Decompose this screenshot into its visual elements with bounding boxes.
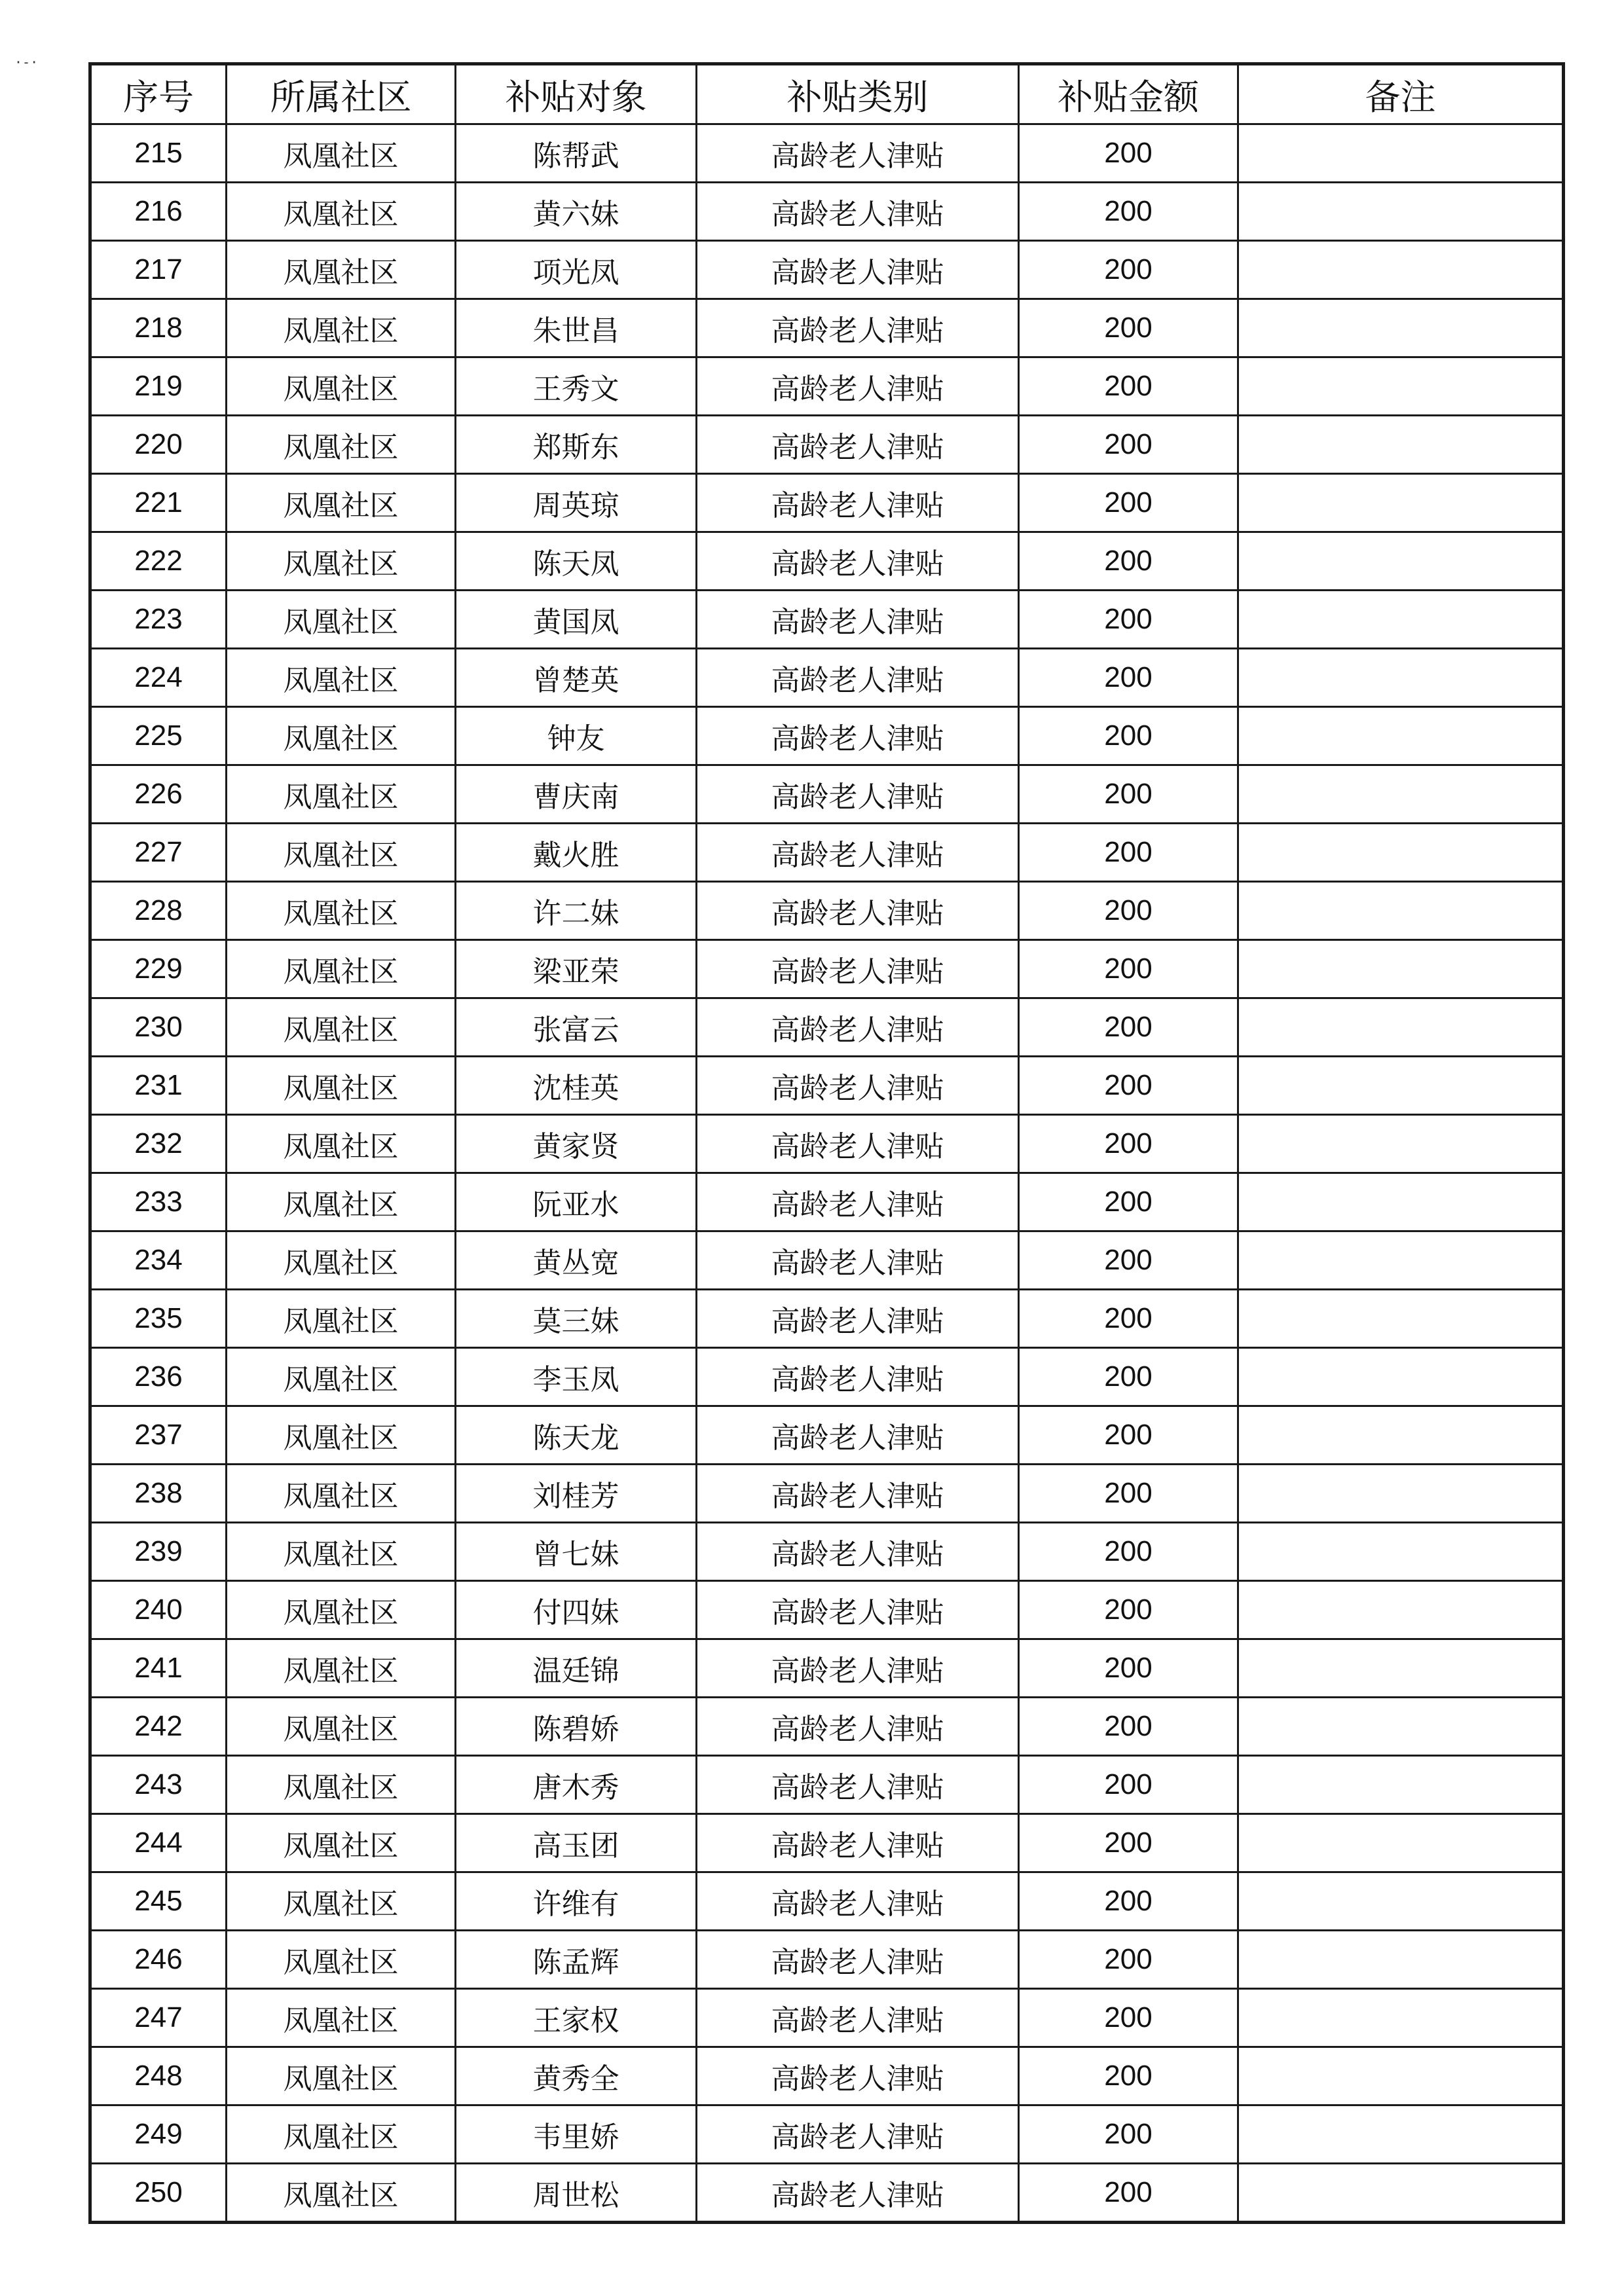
- cell-seq: 228: [90, 882, 227, 940]
- cell-category: 高龄老人津贴: [697, 707, 1019, 765]
- cell-remark: [1238, 1523, 1564, 1581]
- table-row: [90, 1931, 1564, 1989]
- header-amount: 补贴金额: [1019, 64, 1238, 124]
- cell-remark: [1238, 532, 1564, 591]
- table-row: [90, 1581, 1564, 1639]
- table-row: [90, 1290, 1564, 1348]
- cell-community: 凤凰社区: [227, 765, 456, 824]
- cell-remark: [1238, 241, 1564, 299]
- cell-category: 高龄老人津贴: [697, 1989, 1019, 2047]
- cell-recipient-name: 周世松: [456, 2164, 697, 2223]
- cell-amount: 200: [1019, 357, 1238, 416]
- table-row: [90, 707, 1564, 765]
- table-row: [90, 299, 1564, 357]
- cell-amount: 200: [1019, 183, 1238, 241]
- cell-seq: 232: [90, 1115, 227, 1173]
- cell-category: 高龄老人津贴: [697, 1698, 1019, 1756]
- cell-remark: [1238, 1173, 1564, 1231]
- cell-recipient-name: 王秀文: [456, 357, 697, 416]
- cell-amount: 200: [1019, 1872, 1238, 1931]
- cell-recipient-name: 钟友: [456, 707, 697, 765]
- cell-category: 高龄老人津贴: [697, 1756, 1019, 1814]
- cell-community: 凤凰社区: [227, 1698, 456, 1756]
- cell-amount: 200: [1019, 1406, 1238, 1465]
- cell-category: 高龄老人津贴: [697, 1115, 1019, 1173]
- cell-amount: 200: [1019, 1756, 1238, 1814]
- cell-recipient-name: 曾楚英: [456, 649, 697, 707]
- cell-category: 高龄老人津贴: [697, 591, 1019, 649]
- table-row: [90, 1756, 1564, 1814]
- cell-remark: [1238, 1756, 1564, 1814]
- cell-recipient-name: 曹庆南: [456, 765, 697, 824]
- cell-community: 凤凰社区: [227, 1115, 456, 1173]
- cell-remark: [1238, 1639, 1564, 1698]
- cell-category: 高龄老人津贴: [697, 765, 1019, 824]
- cell-community: 凤凰社区: [227, 707, 456, 765]
- cell-seq: 225: [90, 707, 227, 765]
- cell-category: 高龄老人津贴: [697, 940, 1019, 998]
- cell-community: 凤凰社区: [227, 2105, 456, 2164]
- header-row: [90, 64, 1564, 124]
- cell-recipient-name: 黄秀全: [456, 2047, 697, 2105]
- subsidy-table: [88, 62, 1565, 2224]
- cell-recipient-name: 莫三妹: [456, 1290, 697, 1348]
- cell-recipient-name: 许维有: [456, 1872, 697, 1931]
- cell-remark: [1238, 474, 1564, 532]
- cell-seq: 222: [90, 532, 227, 591]
- cell-seq: 218: [90, 299, 227, 357]
- cell-seq: 238: [90, 1465, 227, 1523]
- cell-amount: 200: [1019, 765, 1238, 824]
- cell-community: 凤凰社区: [227, 416, 456, 474]
- cell-category: 高龄老人津贴: [697, 1465, 1019, 1523]
- cell-amount: 200: [1019, 1989, 1238, 2047]
- cell-community: 凤凰社区: [227, 1465, 456, 1523]
- table-body: [90, 124, 1564, 2223]
- cell-community: 凤凰社区: [227, 1756, 456, 1814]
- cell-category: 高龄老人津贴: [697, 1231, 1019, 1290]
- cell-seq: 248: [90, 2047, 227, 2105]
- cell-amount: 200: [1019, 299, 1238, 357]
- cell-seq: 246: [90, 1931, 227, 1989]
- cell-community: 凤凰社区: [227, 1989, 456, 2047]
- cell-recipient-name: 曾七妹: [456, 1523, 697, 1581]
- cell-recipient-name: 许二妹: [456, 882, 697, 940]
- table-header: [90, 64, 1564, 124]
- table-row: [90, 940, 1564, 998]
- cell-category: 高龄老人津贴: [697, 1290, 1019, 1348]
- cell-category: 高龄老人津贴: [697, 2047, 1019, 2105]
- cell-category: 高龄老人津贴: [697, 1406, 1019, 1465]
- table-row: [90, 591, 1564, 649]
- cell-remark: [1238, 124, 1564, 183]
- cell-amount: 200: [1019, 882, 1238, 940]
- cell-seq: 233: [90, 1173, 227, 1231]
- table-row: [90, 998, 1564, 1057]
- cell-remark: [1238, 1814, 1564, 1872]
- cell-recipient-name: 周英琼: [456, 474, 697, 532]
- cell-category: 高龄老人津贴: [697, 2164, 1019, 2223]
- cell-remark: [1238, 998, 1564, 1057]
- cell-seq: 215: [90, 124, 227, 183]
- cell-seq: 220: [90, 416, 227, 474]
- header-remark: 备注: [1238, 64, 1564, 124]
- cell-remark: [1238, 2105, 1564, 2164]
- cell-amount: 200: [1019, 1057, 1238, 1115]
- cell-community: 凤凰社区: [227, 1872, 456, 1931]
- cell-seq: 223: [90, 591, 227, 649]
- cell-category: 高龄老人津贴: [697, 357, 1019, 416]
- cell-remark: [1238, 1989, 1564, 2047]
- table-row: [90, 532, 1564, 591]
- cell-category: 高龄老人津贴: [697, 998, 1019, 1057]
- cell-seq: 221: [90, 474, 227, 532]
- cell-amount: 200: [1019, 1290, 1238, 1348]
- cell-recipient-name: 朱世昌: [456, 299, 697, 357]
- cell-category: 高龄老人津贴: [697, 532, 1019, 591]
- cell-seq: 216: [90, 183, 227, 241]
- cell-seq: 226: [90, 765, 227, 824]
- cell-category: 高龄老人津贴: [697, 416, 1019, 474]
- table-row: [90, 2105, 1564, 2164]
- cell-amount: 200: [1019, 1173, 1238, 1231]
- cell-recipient-name: 张富云: [456, 998, 697, 1057]
- cell-amount: 200: [1019, 532, 1238, 591]
- cell-remark: [1238, 2047, 1564, 2105]
- cell-remark: [1238, 1406, 1564, 1465]
- cell-seq: 250: [90, 2164, 227, 2223]
- cell-category: 高龄老人津贴: [697, 1348, 1019, 1406]
- cell-amount: 200: [1019, 416, 1238, 474]
- cell-community: 凤凰社区: [227, 1173, 456, 1231]
- table-row: [90, 1639, 1564, 1698]
- scan-artifact-mark: ·-·: [14, 54, 39, 70]
- cell-amount: 200: [1019, 1115, 1238, 1173]
- cell-recipient-name: 陈帮武: [456, 124, 697, 183]
- cell-recipient-name: 郑斯东: [456, 416, 697, 474]
- cell-seq: 241: [90, 1639, 227, 1698]
- cell-amount: 200: [1019, 2105, 1238, 2164]
- cell-amount: 200: [1019, 1814, 1238, 1872]
- cell-category: 高龄老人津贴: [697, 1872, 1019, 1931]
- cell-recipient-name: 陈天龙: [456, 1406, 697, 1465]
- cell-amount: 200: [1019, 1581, 1238, 1639]
- cell-category: 高龄老人津贴: [697, 824, 1019, 882]
- cell-remark: [1238, 2164, 1564, 2223]
- cell-remark: [1238, 1465, 1564, 1523]
- cell-category: 高龄老人津贴: [697, 474, 1019, 532]
- cell-seq: 219: [90, 357, 227, 416]
- table-row: [90, 1057, 1564, 1115]
- cell-community: 凤凰社区: [227, 1639, 456, 1698]
- cell-category: 高龄老人津贴: [697, 299, 1019, 357]
- table-row: [90, 2047, 1564, 2105]
- cell-category: 高龄老人津贴: [697, 1931, 1019, 1989]
- table-row: [90, 1465, 1564, 1523]
- cell-recipient-name: 黄丛宽: [456, 1231, 697, 1290]
- cell-seq: 235: [90, 1290, 227, 1348]
- cell-recipient-name: 黄家贤: [456, 1115, 697, 1173]
- table-row: [90, 1698, 1564, 1756]
- header-recipient: 补贴对象: [456, 64, 697, 124]
- cell-recipient-name: 沈桂英: [456, 1057, 697, 1115]
- cell-category: 高龄老人津贴: [697, 124, 1019, 183]
- cell-community: 凤凰社区: [227, 1523, 456, 1581]
- cell-recipient-name: 唐木秀: [456, 1756, 697, 1814]
- cell-recipient-name: 温廷锦: [456, 1639, 697, 1698]
- cell-recipient-name: 高玉团: [456, 1814, 697, 1872]
- cell-community: 凤凰社区: [227, 882, 456, 940]
- cell-amount: 200: [1019, 707, 1238, 765]
- cell-amount: 200: [1019, 1639, 1238, 1698]
- cell-amount: 200: [1019, 1465, 1238, 1523]
- cell-community: 凤凰社区: [227, 649, 456, 707]
- table-row: [90, 824, 1564, 882]
- cell-recipient-name: 梁亚荣: [456, 940, 697, 998]
- table-row: [90, 1231, 1564, 1290]
- cell-community: 凤凰社区: [227, 241, 456, 299]
- cell-seq: 229: [90, 940, 227, 998]
- cell-recipient-name: 阮亚水: [456, 1173, 697, 1231]
- table-row: [90, 416, 1564, 474]
- cell-recipient-name: 李玉凤: [456, 1348, 697, 1406]
- cell-amount: 200: [1019, 124, 1238, 183]
- cell-recipient-name: 黄六妹: [456, 183, 697, 241]
- cell-remark: [1238, 1231, 1564, 1290]
- cell-community: 凤凰社区: [227, 2047, 456, 2105]
- cell-category: 高龄老人津贴: [697, 183, 1019, 241]
- cell-recipient-name: 陈孟辉: [456, 1931, 697, 1989]
- cell-community: 凤凰社区: [227, 299, 456, 357]
- cell-remark: [1238, 1115, 1564, 1173]
- cell-remark: [1238, 707, 1564, 765]
- cell-recipient-name: 项光凤: [456, 241, 697, 299]
- cell-recipient-name: 陈碧娇: [456, 1698, 697, 1756]
- table-row: [90, 183, 1564, 241]
- cell-community: 凤凰社区: [227, 591, 456, 649]
- cell-category: 高龄老人津贴: [697, 241, 1019, 299]
- cell-community: 凤凰社区: [227, 2164, 456, 2223]
- header-seq: 序号: [90, 64, 227, 124]
- table-row: [90, 241, 1564, 299]
- cell-community: 凤凰社区: [227, 1931, 456, 1989]
- header-community: 所属社区: [227, 64, 456, 124]
- cell-seq: 240: [90, 1581, 227, 1639]
- cell-recipient-name: 刘桂芳: [456, 1465, 697, 1523]
- cell-community: 凤凰社区: [227, 357, 456, 416]
- cell-community: 凤凰社区: [227, 998, 456, 1057]
- cell-amount: 200: [1019, 1231, 1238, 1290]
- table-row: [90, 2164, 1564, 2223]
- table-row: [90, 1115, 1564, 1173]
- cell-community: 凤凰社区: [227, 183, 456, 241]
- cell-seq: 230: [90, 998, 227, 1057]
- table-row: [90, 1872, 1564, 1931]
- cell-remark: [1238, 1698, 1564, 1756]
- cell-seq: 243: [90, 1756, 227, 1814]
- cell-recipient-name: 付四妹: [456, 1581, 697, 1639]
- table-row: [90, 357, 1564, 416]
- cell-seq: 249: [90, 2105, 227, 2164]
- cell-amount: 200: [1019, 241, 1238, 299]
- cell-recipient-name: 陈天凤: [456, 532, 697, 591]
- table-row: [90, 649, 1564, 707]
- cell-community: 凤凰社区: [227, 824, 456, 882]
- cell-seq: 227: [90, 824, 227, 882]
- cell-remark: [1238, 882, 1564, 940]
- cell-remark: [1238, 357, 1564, 416]
- table-row: [90, 1523, 1564, 1581]
- cell-category: 高龄老人津贴: [697, 2105, 1019, 2164]
- cell-amount: 200: [1019, 1698, 1238, 1756]
- cell-community: 凤凰社区: [227, 1814, 456, 1872]
- cell-category: 高龄老人津贴: [697, 1581, 1019, 1639]
- cell-seq: 217: [90, 241, 227, 299]
- table-row: [90, 1814, 1564, 1872]
- cell-remark: [1238, 1581, 1564, 1639]
- cell-community: 凤凰社区: [227, 1406, 456, 1465]
- cell-community: 凤凰社区: [227, 1581, 456, 1639]
- cell-recipient-name: 黄国凤: [456, 591, 697, 649]
- cell-amount: 200: [1019, 2047, 1238, 2105]
- cell-community: 凤凰社区: [227, 1057, 456, 1115]
- cell-amount: 200: [1019, 1523, 1238, 1581]
- cell-seq: 245: [90, 1872, 227, 1931]
- cell-remark: [1238, 1872, 1564, 1931]
- table-row: [90, 765, 1564, 824]
- cell-community: 凤凰社区: [227, 1231, 456, 1290]
- cell-amount: 200: [1019, 1931, 1238, 1989]
- cell-category: 高龄老人津贴: [697, 1057, 1019, 1115]
- cell-remark: [1238, 1057, 1564, 1115]
- cell-category: 高龄老人津贴: [697, 1639, 1019, 1698]
- cell-seq: 239: [90, 1523, 227, 1581]
- cell-category: 高龄老人津贴: [697, 649, 1019, 707]
- cell-remark: [1238, 1290, 1564, 1348]
- table-row: [90, 474, 1564, 532]
- cell-community: 凤凰社区: [227, 940, 456, 998]
- table-row: [90, 1989, 1564, 2047]
- cell-amount: 200: [1019, 649, 1238, 707]
- table-row: [90, 1406, 1564, 1465]
- cell-community: 凤凰社区: [227, 532, 456, 591]
- cell-seq: 236: [90, 1348, 227, 1406]
- cell-remark: [1238, 824, 1564, 882]
- cell-recipient-name: 韦里娇: [456, 2105, 697, 2164]
- cell-seq: 242: [90, 1698, 227, 1756]
- cell-community: 凤凰社区: [227, 1348, 456, 1406]
- cell-category: 高龄老人津贴: [697, 882, 1019, 940]
- cell-category: 高龄老人津贴: [697, 1523, 1019, 1581]
- cell-remark: [1238, 1348, 1564, 1406]
- cell-remark: [1238, 416, 1564, 474]
- table-row: [90, 882, 1564, 940]
- cell-remark: [1238, 183, 1564, 241]
- cell-seq: 231: [90, 1057, 227, 1115]
- cell-seq: 244: [90, 1814, 227, 1872]
- cell-category: 高龄老人津贴: [697, 1814, 1019, 1872]
- cell-remark: [1238, 299, 1564, 357]
- cell-seq: 234: [90, 1231, 227, 1290]
- cell-amount: 200: [1019, 940, 1238, 998]
- cell-remark: [1238, 940, 1564, 998]
- table-row: [90, 1348, 1564, 1406]
- header-category: 补贴类别: [697, 64, 1019, 124]
- cell-amount: 200: [1019, 2164, 1238, 2223]
- table-row: [90, 1173, 1564, 1231]
- cell-amount: 200: [1019, 591, 1238, 649]
- cell-seq: 247: [90, 1989, 227, 2047]
- cell-community: 凤凰社区: [227, 1290, 456, 1348]
- cell-amount: 200: [1019, 998, 1238, 1057]
- cell-remark: [1238, 1931, 1564, 1989]
- cell-category: 高龄老人津贴: [697, 1173, 1019, 1231]
- cell-amount: 200: [1019, 824, 1238, 882]
- cell-seq: 224: [90, 649, 227, 707]
- cell-amount: 200: [1019, 474, 1238, 532]
- cell-community: 凤凰社区: [227, 474, 456, 532]
- cell-recipient-name: 戴火胜: [456, 824, 697, 882]
- cell-remark: [1238, 649, 1564, 707]
- cell-recipient-name: 王家权: [456, 1989, 697, 2047]
- cell-seq: 237: [90, 1406, 227, 1465]
- cell-community: 凤凰社区: [227, 124, 456, 183]
- table-row: [90, 124, 1564, 183]
- cell-amount: 200: [1019, 1348, 1238, 1406]
- cell-remark: [1238, 591, 1564, 649]
- cell-remark: [1238, 765, 1564, 824]
